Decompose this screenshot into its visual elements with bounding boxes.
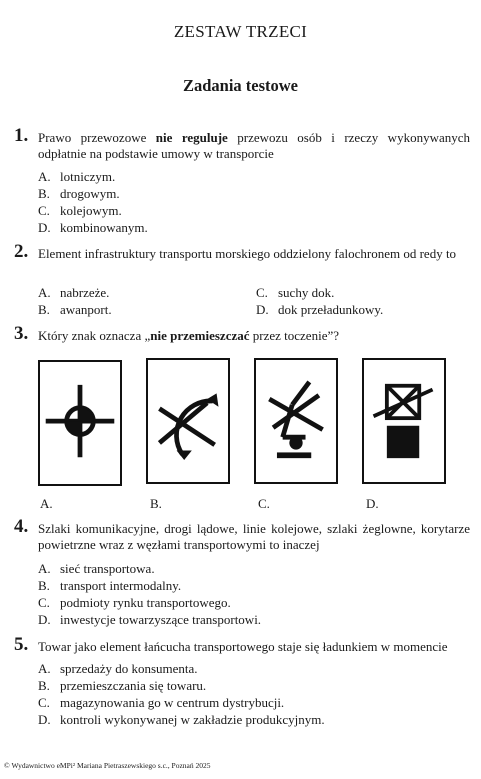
question-1-option-c: C. kolejowym. (38, 203, 122, 218)
sign-a-box (38, 360, 122, 486)
question-5-option-c: C. magazynowania go w centrum dystrybucji. (38, 695, 285, 710)
question-1-text: Prawo przewozowe nie reguluje przewozu osób i rzeczy wykonywanych odpłatnie na podstawie umowy w transporcie (38, 130, 470, 161)
do-not-stack-icon (364, 360, 444, 482)
sign-a-label: A. (40, 496, 53, 511)
question-1-option-b: B. drogowym. (38, 186, 120, 201)
question-5-option-b: B. przemieszczania się towaru. (38, 678, 207, 693)
question-3-number: 3. (14, 323, 29, 344)
section-subtitle: Zadania testowe (182, 76, 299, 95)
question-4-number: 4. (14, 516, 29, 537)
question-2-option-d: D. dok przeładunkowy. (256, 302, 384, 317)
question-5-option-d: D. kontroli wykonywanej w zakładzie produkcyjnym. (38, 712, 325, 727)
question-2-option-a: A. nabrzeże. (38, 285, 110, 300)
question-1-option-a: A. lotniczym. (38, 169, 116, 184)
sign-c-label: C. (258, 496, 270, 511)
sign-d-label: D. (366, 496, 379, 511)
question-2-option-b: B. awanport. (38, 302, 112, 317)
question-2-number: 2. (14, 241, 29, 262)
question-5-number: 5. (14, 634, 29, 655)
no-hand-truck-icon (256, 360, 336, 482)
question-4-option-b: B. transport intermodalny. (38, 578, 182, 593)
question-4-option-c: C. podmioty rynku transportowego. (38, 595, 231, 610)
sign-b-label: B. (150, 496, 162, 511)
question-5-option-a: A. sprzedaży do konsumenta. (38, 661, 198, 676)
question-4-option-a: A. sieć transportowa. (38, 561, 155, 576)
question-4-text: Szlaki komunikacyjne, drogi lądowe, linie kolejowe, szlaki żeglowne, korytarze powietrzne wraz z węzłami transportowymi to inaczej (38, 521, 470, 552)
copyright-footer: © Wydawnictwo eMPi² Mariana Pietraszewskiego s.c., Poznań 2025 (4, 761, 211, 770)
question-1-option-d: D. kombinowanym. (38, 220, 148, 235)
sign-b-box (146, 358, 230, 484)
center-of-gravity-icon (40, 362, 120, 484)
sign-d-box (362, 358, 446, 484)
question-1-number: 1. (14, 125, 29, 146)
question-3-text: Który znak oznacza „nie przemieszczać przez toczenie”? (38, 328, 339, 343)
question-2-option-c: C. suchy dok. (256, 285, 335, 300)
do-not-roll-icon (148, 360, 228, 482)
question-5-text: Towar jako element łańcucha transportowego staje się ładunkiem w momencie (38, 639, 448, 654)
question-2-text: Element infrastruktury transportu morskiego oddzielony falochronem od redy to (38, 246, 457, 261)
page-title: ZESTAW TRZECI (173, 22, 308, 41)
sign-c-box (254, 358, 338, 484)
question-4-option-d: D. inwestycje towarzyszące transportowi. (38, 612, 262, 627)
